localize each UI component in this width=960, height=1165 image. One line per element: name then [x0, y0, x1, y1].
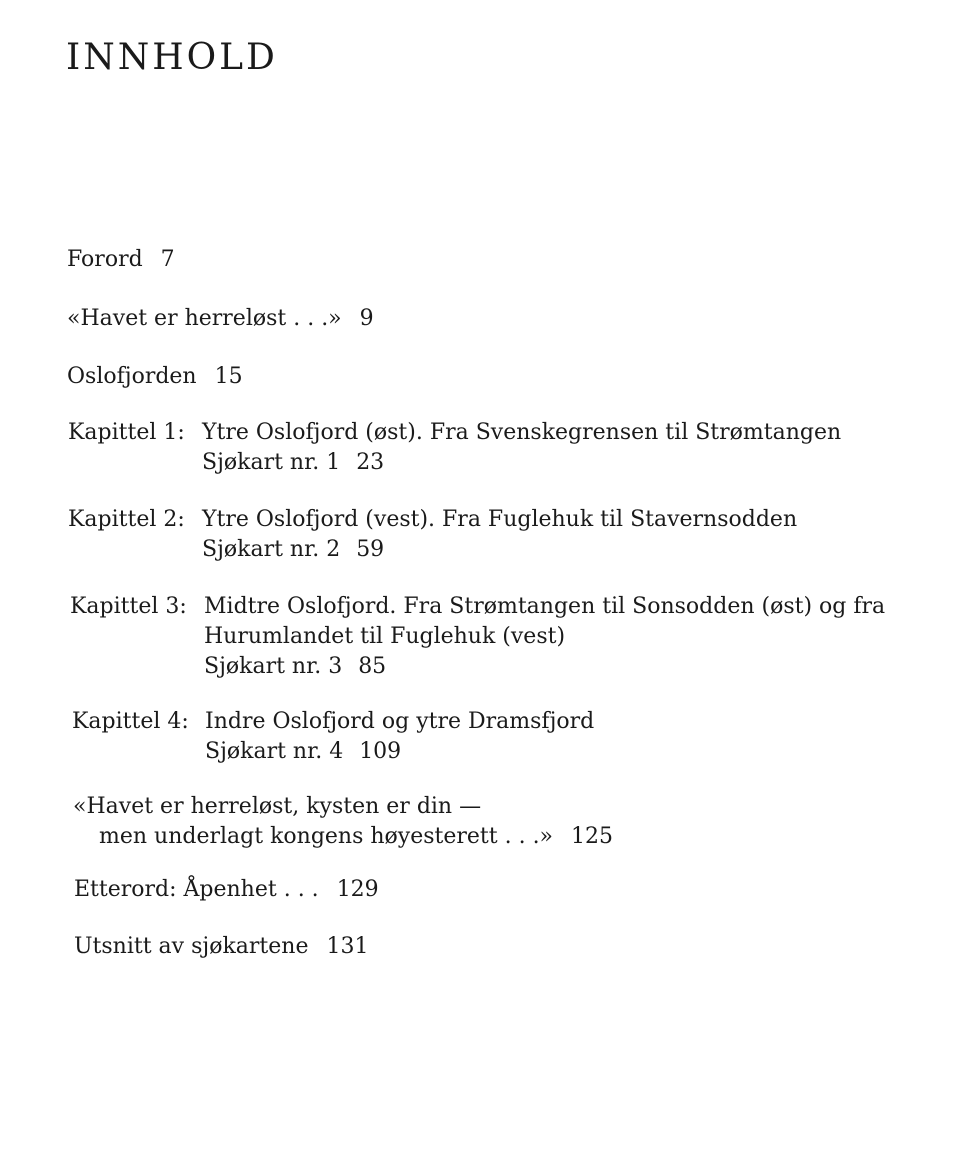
toc-entry-utsnitt	[74, 932, 368, 962]
chapter-label: Kapittel 3:	[70, 594, 187, 619]
chapter-title: Indre Oslofjord og ytre Dramsfjord	[205, 709, 595, 734]
chapter-title: Ytre Oslofjord (vest). Fra Fuglehuk til Stavernsodden	[202, 507, 798, 532]
entry-page-number: 7	[160, 247, 175, 272]
entry-title-line-2: men underlagt kongens høyesterett . . .»	[99, 824, 554, 849]
chart-reference: Sjøkart nr. 4	[205, 739, 344, 764]
chapter-label: Kapittel 4:	[72, 709, 189, 734]
toc-entry-havet	[67, 304, 374, 334]
entry-title: Forord	[67, 247, 143, 272]
chart-reference: Sjøkart nr. 1	[202, 450, 341, 475]
chapter-chart-line	[202, 448, 841, 478]
chapter-body	[202, 418, 841, 478]
entry-title: «Havet er herreløst, kysten er din —	[73, 794, 482, 819]
entry-page-number: 9	[359, 306, 374, 331]
chapter-body	[204, 592, 885, 682]
entry-title: Oslofjorden	[67, 364, 197, 389]
chart-reference: Sjøkart nr. 2	[202, 537, 341, 562]
chapter-chart-line	[202, 535, 797, 565]
entry-page-number: 109	[359, 739, 402, 764]
toc-entry-etterord	[74, 875, 379, 905]
entry-page-number: 59	[356, 537, 385, 562]
chapter-title-continued: Hurumlandet til Fuglehuk (vest)	[204, 624, 566, 649]
entry-title: Utsnitt av sjøkartene	[74, 934, 309, 959]
entry-title: Etterord: Åpenhet . . .	[74, 877, 319, 902]
toc-entry-havet-kysten	[73, 792, 613, 852]
chapter-chart-line	[204, 652, 885, 682]
chapter-body	[202, 505, 797, 565]
entry-page-number: 15	[214, 364, 243, 389]
chart-reference: Sjøkart nr. 3	[204, 654, 343, 679]
entry-page-number: 23	[356, 450, 385, 475]
chapter-title: Midtre Oslofjord. Fra Strømtangen til Sonsodden (øst) og fra	[204, 594, 886, 619]
toc-entry-forord	[67, 245, 175, 275]
chapter-label: Kapittel 2:	[68, 507, 185, 532]
entry-title-continued	[73, 822, 613, 852]
entry-page-number: 131	[326, 934, 369, 959]
chapter-body	[205, 707, 594, 767]
entry-title: «Havet er herreløst . . .»	[67, 306, 342, 331]
chapter-chart-line	[205, 737, 594, 767]
toc-entry-oslofjorden	[67, 362, 243, 392]
chapter-title: Ytre Oslofjord (øst). Fra Svenskegrensen til Strømtangen	[202, 420, 842, 445]
entry-page-number: 129	[336, 877, 379, 902]
entry-page-number: 125	[571, 824, 614, 849]
page-title: INNHOLD	[66, 37, 278, 78]
chapter-label: Kapittel 1:	[68, 420, 185, 445]
entry-page-number: 85	[358, 654, 387, 679]
